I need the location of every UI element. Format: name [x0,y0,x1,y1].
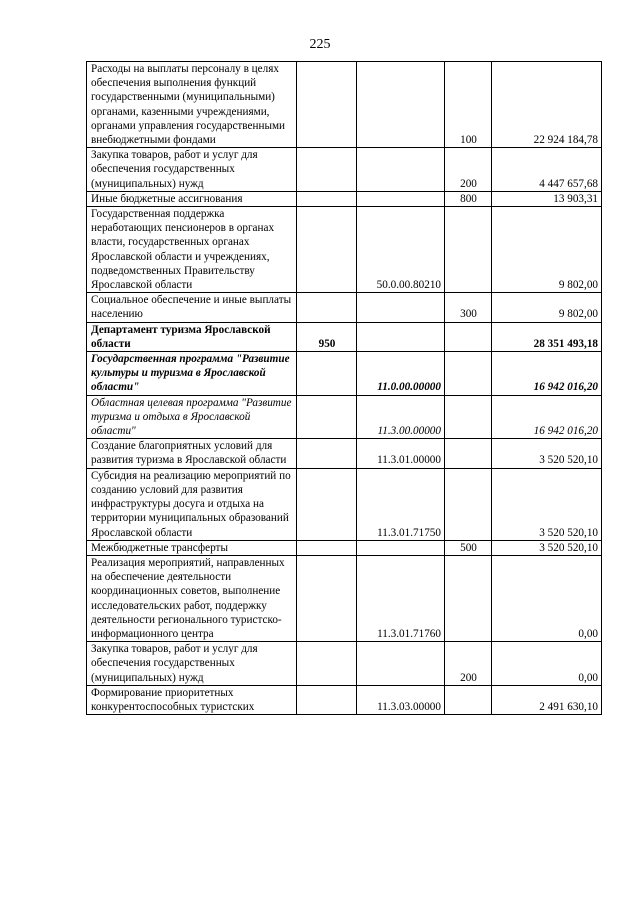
table-row [87,468,602,540]
target-article-code-cell: 11.3.01.00000 [357,439,445,468]
amount-cell: 0,00 [492,642,602,686]
target-article-code-cell [357,191,445,206]
table-row [87,191,602,206]
expense-type-code-cell [445,439,492,468]
table-row [87,395,602,439]
table-row [87,685,602,714]
department-code-cell [297,207,357,293]
expense-item-name-cell: Закупка товаров, работ и услуг для обеспечения государственных (муниципальных) нужд [87,642,297,686]
target-article-code-cell [357,322,445,351]
target-article-code-cell: 11.3.01.71750 [357,468,445,540]
expense-type-code-cell: 500 [445,540,492,555]
target-article-code-cell [357,642,445,686]
expense-item-name-cell: Формирование приоритетных конкурентоспособных туристских [87,685,297,714]
expense-item-name-cell: Департамент туризма Ярославской области [87,322,297,351]
expense-item-name-cell: Создание благоприятных условий для развития туризма в Ярославской области [87,439,297,468]
page-number: 225 [309,37,331,52]
table-row [87,439,602,468]
department-code-cell [297,540,357,555]
amount-cell: 4 447 657,68 [492,148,602,192]
expense-type-code-cell: 300 [445,293,492,322]
department-code-cell [297,148,357,192]
expense-item-name-cell: Закупка товаров, работ и услуг для обеспечения государственных (муниципальных) нужд [87,148,297,192]
expense-item-name-cell: Областная целевая программа "Развитие туризма и отдыха в Ярославской области" [87,395,297,439]
department-code-cell [297,395,357,439]
expense-type-code-cell [445,555,492,641]
expense-item-name-cell: Межбюджетные трансферты [87,540,297,555]
expense-type-code-cell: 100 [445,62,492,148]
amount-cell: 16 942 016,20 [492,352,602,396]
expense-type-code-cell [445,207,492,293]
department-code-cell: 950 [297,322,357,351]
expense-type-code-cell: 200 [445,148,492,192]
amount-cell: 16 942 016,20 [492,395,602,439]
expense-item-name-cell: Социальное обеспечение и иные выплаты населению [87,293,297,322]
expense-item-name-cell: Государственная программа "Развитие культуры и туризма в Ярославской области" [87,352,297,396]
budget-table [86,61,602,715]
amount-cell: 13 903,31 [492,191,602,206]
expense-item-name-cell: Иные бюджетные ассигнования [87,191,297,206]
expense-type-code-cell [445,395,492,439]
expense-item-name-cell: Расходы на выплаты персоналу в целях обеспечения выполнения функций государственными (муниципальными) органами, казенными учреждениями, органами управления государственными внебюджетными фондами [87,62,297,148]
department-code-cell [297,685,357,714]
target-article-code-cell: 11.3.03.00000 [357,685,445,714]
expense-item-name-cell: Государственная поддержка неработающих пенсионеров в органах власти, государственных органах Ярославской области и учреждениях, подведомственных Правительству Ярославской области [87,207,297,293]
expense-type-code-cell [445,468,492,540]
amount-cell: 9 802,00 [492,293,602,322]
amount-cell: 2 491 630,10 [492,685,602,714]
amount-cell: 3 520 520,10 [492,439,602,468]
table-row [87,293,602,322]
budget-table-body [87,62,602,715]
department-code-cell [297,293,357,322]
department-code-cell [297,555,357,641]
amount-cell: 3 520 520,10 [492,540,602,555]
amount-cell: 22 924 184,78 [492,62,602,148]
expense-type-code-cell [445,685,492,714]
department-code-cell [297,191,357,206]
department-code-cell [297,439,357,468]
table-row [87,207,602,293]
target-article-code-cell: 11.3.01.71760 [357,555,445,641]
department-code-cell [297,352,357,396]
target-article-code-cell: 11.0.00.00000 [357,352,445,396]
expense-item-name-cell: Реализация мероприятий, направленных на обеспечение деятельности координационных советов, выполнение исследовательских работ, поддержку деятельности регионального туристско-информационного центра [87,555,297,641]
table-row [87,555,602,641]
department-code-cell [297,468,357,540]
table-row [87,540,602,555]
target-article-code-cell [357,62,445,148]
expense-type-code-cell: 200 [445,642,492,686]
target-article-code-cell: 50.0.00.80210 [357,207,445,293]
expense-type-code-cell [445,322,492,351]
target-article-code-cell: 11.3.00.00000 [357,395,445,439]
table-row [87,148,602,192]
target-article-code-cell [357,540,445,555]
table-row [87,62,602,148]
department-code-cell [297,642,357,686]
target-article-code-cell [357,148,445,192]
table-row [87,322,602,351]
expense-type-code-cell [445,352,492,396]
expense-item-name-cell: Субсидия на реализацию мероприятий по созданию условий для развития инфраструктуры досуга и отдыха на территории муниципальных образований Ярославской области [87,468,297,540]
amount-cell: 9 802,00 [492,207,602,293]
amount-cell: 28 351 493,18 [492,322,602,351]
amount-cell: 3 520 520,10 [492,468,602,540]
department-code-cell [297,62,357,148]
table-row [87,352,602,396]
target-article-code-cell [357,293,445,322]
expense-type-code-cell: 800 [445,191,492,206]
table-row [87,642,602,686]
amount-cell: 0,00 [492,555,602,641]
